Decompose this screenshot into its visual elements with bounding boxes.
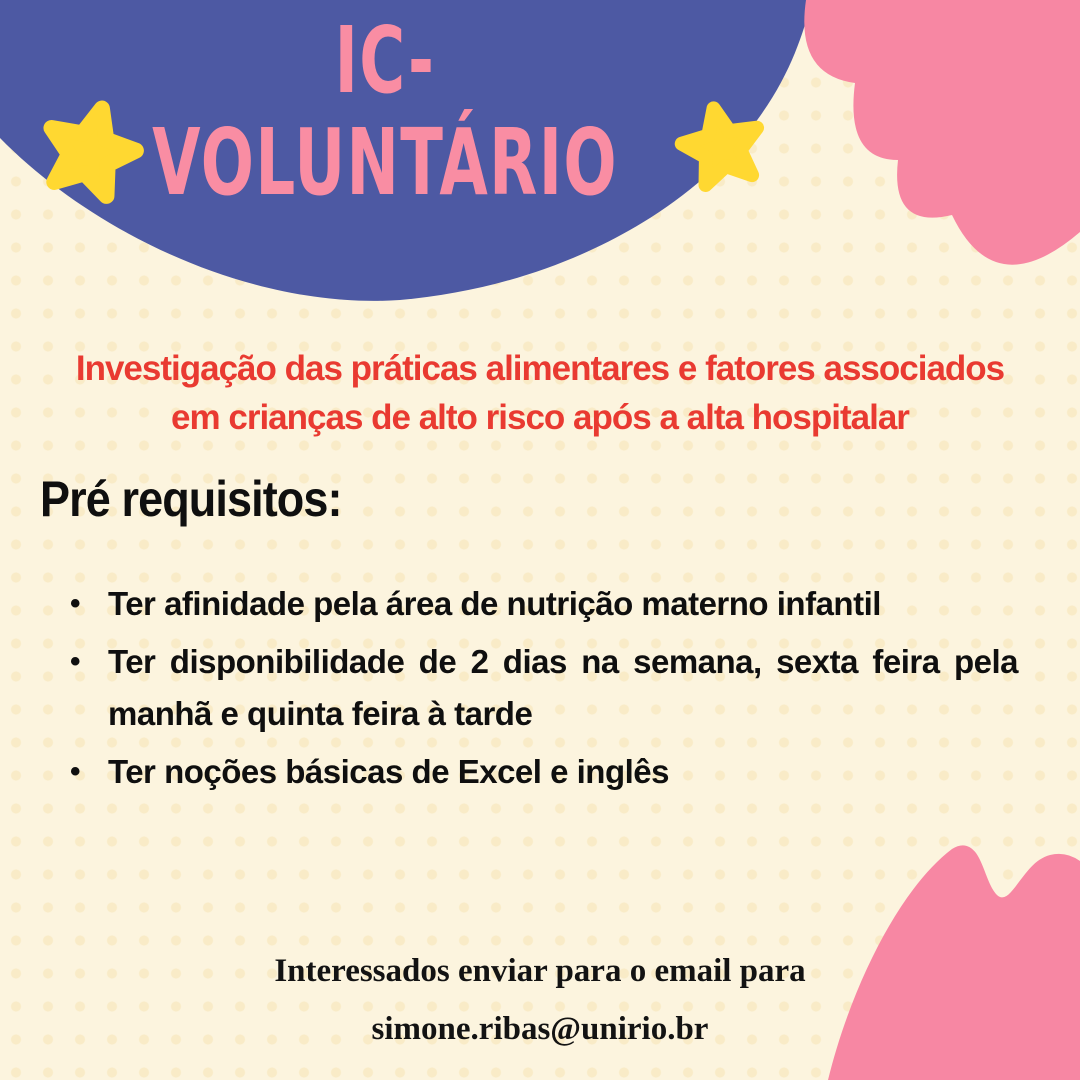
list-item	[70, 578, 1018, 630]
contact-email: simone.ribas@unirio.br	[371, 1011, 709, 1047]
prerequisites-list	[70, 578, 1018, 804]
bullet-icon: •	[70, 587, 81, 620]
bullet-icon: •	[70, 755, 81, 788]
poster-title-line2: VOLUNTÁRIO	[152, 109, 618, 216]
poster-title	[147, 7, 623, 216]
project-title	[0, 344, 1080, 442]
list-item	[70, 746, 1018, 798]
contact-block	[0, 942, 1080, 1058]
bullet-icon: •	[70, 645, 81, 678]
project-title-line2: em crianças de alto risco após a alta hospitalar	[171, 398, 909, 437]
list-item	[70, 636, 1018, 740]
pink-blob-top-right	[804, 0, 1080, 265]
list-item-text: Ter noções básicas de Excel e inglês	[108, 753, 669, 790]
list-item-text: Ter afinidade pela área de nutrição materno infantil	[108, 585, 881, 622]
list-item-text: Ter disponibilidade de 2 dias na semana, sexta feira pela manhã e quinta feira à tarde	[108, 643, 1018, 732]
poster-title-line1: IC-	[334, 7, 436, 114]
project-title-line1: Investigação das práticas alimentares e fatores associados	[75, 349, 1005, 388]
prerequisites-label: Pré requisitos:	[40, 471, 342, 527]
contact-instruction: Interessados enviar para o email para	[274, 953, 806, 989]
